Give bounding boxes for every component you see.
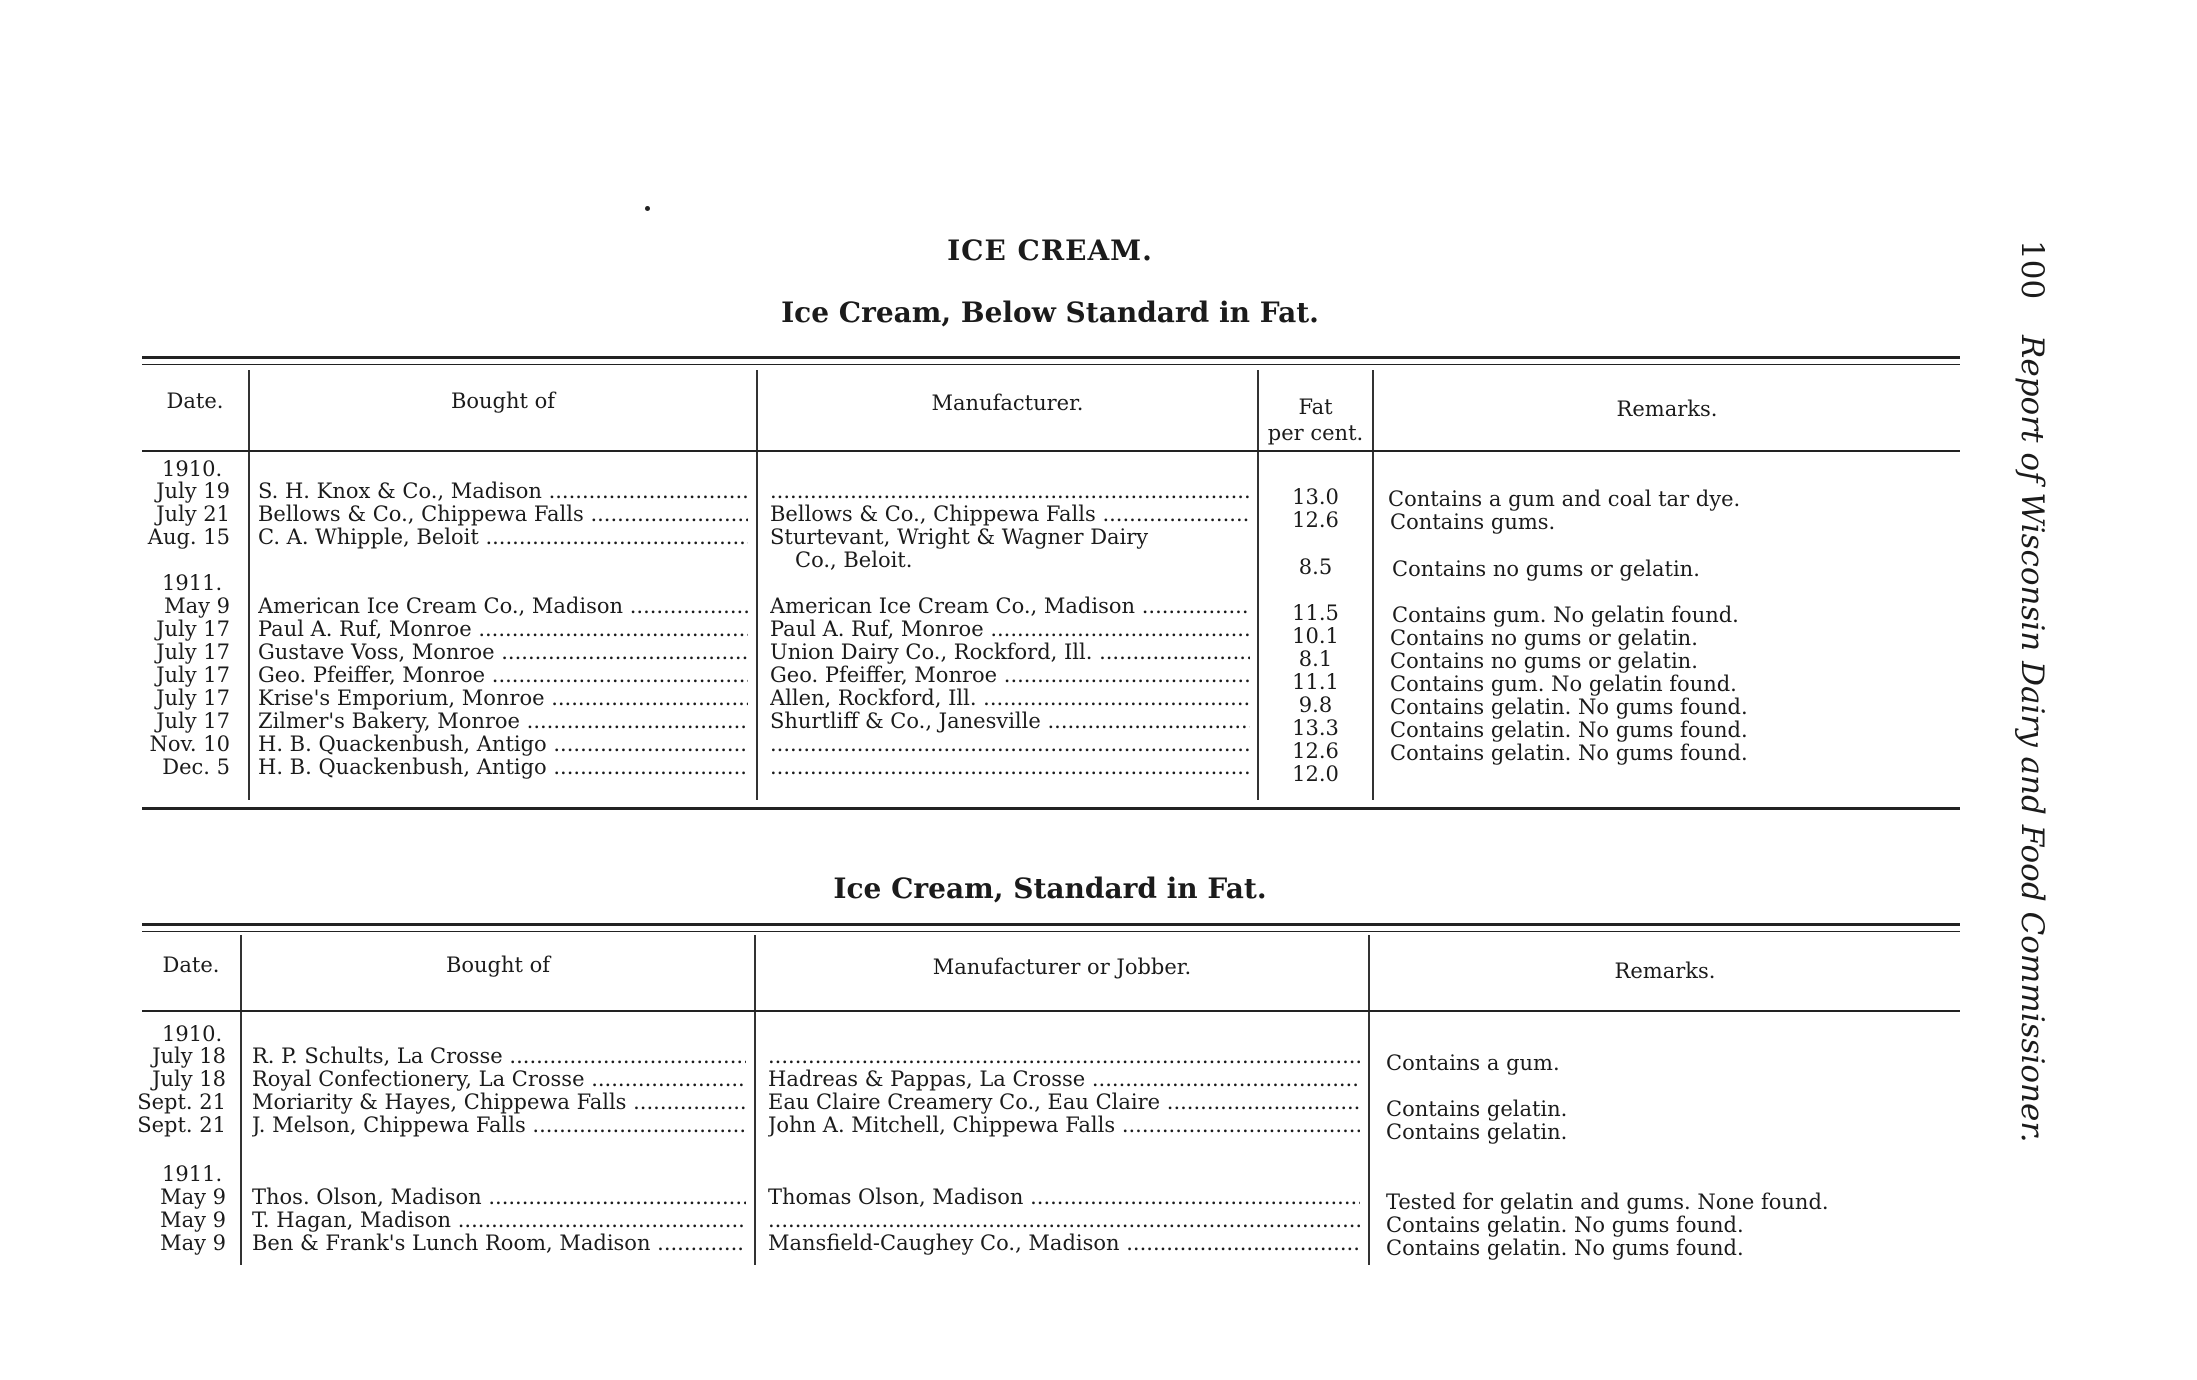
table1-bottom-rule (142, 807, 1960, 810)
table2-top-rule (142, 923, 1960, 926)
table1-bought: C. A. Whipple, Beloit ..... (258, 526, 748, 549)
table1-fat: 11.5 (1292, 601, 1339, 625)
table1-bought: Bellows & Co., Chippewa Falls ..... (258, 503, 748, 526)
table2-date: July 18 (152, 1044, 226, 1068)
table1-bought: Paul A. Ruf, Monroe ..... (258, 618, 748, 641)
table1-date: July 17 (156, 686, 230, 710)
table2-header-bought-of: Bought of (445, 953, 551, 977)
table1-top-rule-thin (142, 364, 1960, 365)
table1-remarks: Contains gum. No gelatin found. (1390, 672, 1737, 696)
table1-manufacturer-cont: Co., Beloit. (795, 548, 913, 572)
table2-bought: T. Hagan, Madison ..... (252, 1209, 746, 1232)
table2-bought: Thos. Olson, Madison ..... (252, 1186, 746, 1209)
table1-header-manufacturer: Manufacturer. (931, 391, 1084, 415)
year-label: 1910. (162, 457, 223, 481)
table2-bought: R. P. Schults, La Crosse ..... (252, 1045, 746, 1068)
table2-remarks: Contains gelatin. No gums found. (1386, 1236, 1744, 1260)
page-number: 100 (2014, 240, 2050, 300)
table1-col-divider (756, 370, 758, 800)
table2-top-rule-thin (142, 931, 1960, 932)
table1-manufacturer: Shurtliff & Co., Janesville ..... (770, 710, 1250, 733)
table1-manufacturer: Bellows & Co., Chippewa Falls ..... (770, 503, 1250, 526)
table2-col-divider (754, 935, 756, 1265)
table1-fat: 11.1 (1292, 670, 1339, 694)
fat-header-line1: Fat (1298, 395, 1333, 419)
table2-manufacturer: Eau Claire Creamery Co., Eau Claire ..... (768, 1091, 1360, 1114)
table1-manufacturer (770, 756, 1250, 779)
table1-remarks: Contains gelatin. No gums found. (1390, 718, 1748, 742)
table1-remarks: Contains gelatin. No gums found. (1390, 695, 1748, 719)
table2-bought: Royal Confectionery, La Crosse ..... (252, 1068, 746, 1091)
table2-header-remarks: Remarks. (1614, 959, 1716, 983)
table2-manufacturer: Mansfield-Caughey Co., Madison ..... (768, 1232, 1360, 1255)
table1-bought: Geo. Pfeiffer, Monroe ..... (258, 664, 748, 687)
table2-bought: J. Melson, Chippewa Falls ..... (252, 1114, 746, 1137)
table1-date: May 9 (164, 594, 230, 618)
table1-manufacturer: Union Dairy Co., Rockford, Ill. ..... (770, 641, 1250, 664)
table1-col-divider (248, 370, 250, 800)
table1-header-fat (1259, 394, 1372, 446)
table1-manufacturer: Allen, Rockford, Ill. ..... (770, 687, 1250, 710)
table1-fat: 13.0 (1292, 485, 1339, 509)
table1-bought: American Ice Cream Co., Madison ..... (258, 595, 748, 618)
table2-date: July 18 (152, 1067, 226, 1091)
table1-fat: 12.6 (1292, 508, 1339, 532)
year-label: 1911. (162, 1162, 223, 1186)
table2-date: Sept. 21 (137, 1113, 226, 1137)
table1-header-remarks: Remarks. (1616, 397, 1718, 421)
table2-remarks: Contains a gum. (1386, 1051, 1560, 1075)
table1-bought: Gustave Voss, Monroe ..... (258, 641, 748, 664)
table1-bought: S. H. Knox & Co., Madison ..... (258, 480, 748, 503)
table2-remarks: Contains gelatin. (1386, 1120, 1568, 1144)
table1-fat: 8.5 (1298, 555, 1333, 579)
table2-date: Sept. 21 (137, 1090, 226, 1114)
table1-manufacturer: Paul A. Ruf, Monroe ..... (770, 618, 1250, 641)
table2-remarks: Tested for gelatin and gums. None found. (1386, 1190, 1829, 1214)
table1-manufacturer (770, 480, 1250, 503)
table2-date: May 9 (160, 1185, 226, 1209)
table2-bought: Moriarity & Hayes, Chippewa Falls ..... (252, 1091, 746, 1114)
table1-bought: Krise's Emporium, Monroe ..... (258, 687, 748, 710)
table1-date: July 17 (156, 640, 230, 664)
table1-bought: H. B. Quackenbush, Antigo ..... (258, 756, 748, 779)
table1-date: Dec. 5 (162, 755, 230, 779)
table1-fat: 8.1 (1298, 647, 1333, 671)
table2-col-divider (1368, 935, 1370, 1265)
table1-fat: 10.1 (1292, 624, 1339, 648)
table1-bought: Zilmer's Bakery, Monroe ..... (258, 710, 748, 733)
fat-header-line2: per cent. (1267, 421, 1364, 445)
table2-header-rule (142, 1010, 1960, 1012)
table1-remarks: Contains gums. (1390, 510, 1556, 534)
table1-remarks: Contains no gums or gelatin. (1392, 557, 1700, 581)
table1-manufacturer: Sturtevant, Wright & Wagner Dairy (770, 525, 1149, 549)
running-head (2014, 240, 2050, 1143)
table2-manufacturer (768, 1209, 1360, 1232)
table2-manufacturer: John A. Mitchell, Chippewa Falls ..... (768, 1114, 1360, 1137)
page-heading: ICE CREAM. (947, 234, 1153, 267)
table1-fat: 13.3 (1292, 716, 1339, 740)
table2-manufacturer: Thomas Olson, Madison ..... (768, 1186, 1360, 1209)
table1-header-rule (142, 450, 1960, 452)
table2-title: Ice Cream, Standard in Fat. (833, 872, 1267, 905)
table2-date: May 9 (160, 1208, 226, 1232)
table2-manufacturer (768, 1045, 1360, 1068)
table1-remarks: Contains gum. No gelatin found. (1392, 603, 1739, 627)
table1-manufacturer: Geo. Pfeiffer, Monroe ..... (770, 664, 1250, 687)
running-title: Report of Wisconsin Dairy and Food Commissioner. (2014, 335, 2050, 1143)
table1-remarks: Contains a gum and coal tar dye. (1388, 487, 1741, 511)
table2-bought: Ben & Frank's Lunch Room, Madison ..... (252, 1232, 746, 1255)
table1-date: July 17 (156, 617, 230, 641)
table1-header-date: Date. (166, 389, 224, 413)
year-label: 1910. (162, 1022, 223, 1046)
table1-remarks: Contains gelatin. No gums found. (1390, 741, 1748, 765)
table1-date: July 17 (156, 663, 230, 687)
table1-fat: 12.0 (1292, 762, 1339, 786)
table1-remarks: Contains no gums or gelatin. (1390, 626, 1698, 650)
table1-manufacturer (770, 733, 1250, 756)
table1-fat: 12.6 (1292, 739, 1339, 763)
table1-date: Nov. 10 (149, 732, 230, 756)
table1-col-divider (1372, 370, 1374, 800)
table1-date: Aug. 15 (147, 525, 230, 549)
table2-header-date: Date. (162, 953, 220, 977)
table2-remarks: Contains gelatin. No gums found. (1386, 1213, 1744, 1237)
print-speck (645, 206, 650, 211)
table1-fat: 9.8 (1298, 693, 1333, 717)
table1-date: July 21 (156, 502, 230, 526)
table1-bought: H. B. Quackenbush, Antigo ..... (258, 733, 748, 756)
year-label: 1911. (162, 571, 223, 595)
table1-date: July 17 (156, 709, 230, 733)
table1-remarks: Contains no gums or gelatin. (1390, 649, 1698, 673)
table1-date: July 19 (156, 479, 230, 503)
table2-manufacturer: Hadreas & Pappas, La Crosse ..... (768, 1068, 1360, 1091)
table2-remarks: Contains gelatin. (1386, 1097, 1568, 1121)
table1-top-rule (142, 356, 1960, 359)
table1-title: Ice Cream, Below Standard in Fat. (781, 296, 1319, 329)
table2-header-manufacturer: Manufacturer or Jobber. (932, 955, 1192, 979)
table1-manufacturer: American Ice Cream Co., Madison ..... (770, 595, 1250, 618)
table1-header-bought-of: Bought of (450, 389, 556, 413)
table2-col-divider (240, 935, 242, 1265)
table2-date: May 9 (160, 1231, 226, 1255)
